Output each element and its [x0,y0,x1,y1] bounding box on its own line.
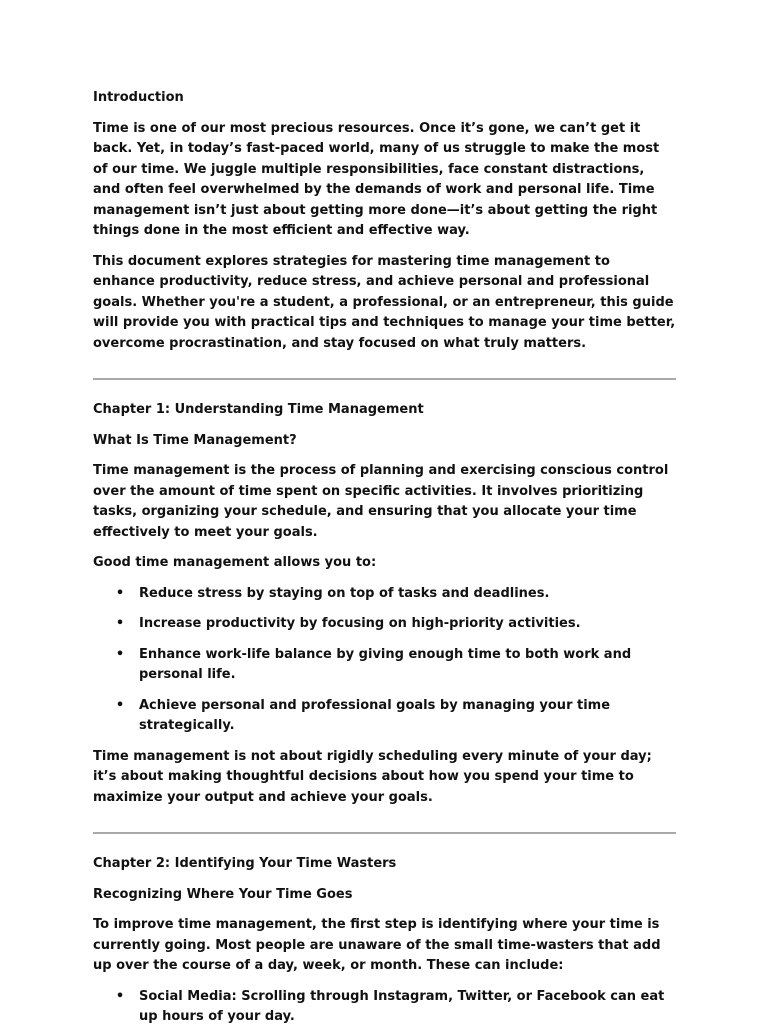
chapter2-bullet-list [93,987,676,1028]
section-divider [93,832,676,834]
chapter1-subtitle: What Is Time Management? [93,432,297,448]
list-item [93,614,676,635]
chapter1-paragraph-2: Time management is not about rigidly scheduling every minute of your day; it’s about making thoughtful decisions about how you spend your time to maximize your output and achieve your goals. [93,748,652,805]
intro-paragraph-1: Time is one of our most precious resources. Once it’s gone, we can’t get it back. Yet, in today’s fast-paced world, many of us struggle to make the most of our time. We juggle multiple responsibilities, face constant distractions, and often feel overwhelmed by the demands of work and personal life. Time management isn’t just about getting more done—it’s about getting the right things done in the most efficient and effective way. [93,120,660,238]
section-divider [93,378,676,380]
list-item [93,696,676,737]
bullet-icon: • [115,697,125,713]
chapter2-paragraph-1: To improve time management, the first step is identifying where your time is currently going. Most people are unaware of the small time-wasters that add up over the course of a day, week, or month. These can include: [93,917,661,973]
list-item-text: Enhance work-life balance by giving enough time to both work and personal life. [139,646,632,682]
list-item [93,584,676,605]
list-item [93,645,676,686]
list-item-text: Achieve personal and professional goals by managing your time strategically. [139,697,611,733]
bullet-icon: • [115,988,125,1004]
list-item-text: Increase productivity by focusing on high-priority activities. [139,616,581,631]
chapter1-paragraph-1: Time management is the process of planning and exercising conscious control over the amount of time spent on specific activities. It involves prioritizing tasks, organizing your schedule, and ensuring that you allocate your time effectively to meet your goals. [93,463,669,540]
list-item [93,987,676,1028]
bullet-icon: • [115,616,125,631]
chapter2-subtitle: Recognizing Where Your Time Goes [93,886,353,902]
intro-heading: Introduction [93,90,184,105]
intro-paragraph-2: This document explores strategies for mastering time management to enhance productivity, reduce stress, and achieve personal and professional goals. Whether you're a student, a professional, or an entrepreneur, this guide will provide you with practical tips and techniques to manage your time better, overcome procrastination, and stay focused on what truly matters. [93,253,676,351]
bullet-icon: • [115,646,125,662]
chapter1-title: Chapter 1: Understanding Time Management [93,402,424,417]
bullet-icon: • [115,585,125,601]
chapter2-title: Chapter 2: Identifying Your Time Wasters [93,856,397,871]
chapter1-bullet-list [93,584,676,737]
list-item-text: Reduce stress by staying on top of tasks and deadlines. [139,585,550,601]
chapter1-lead: Good time management allows you to: [93,555,377,570]
list-item-text: Social Media: Scrolling through Instagram, Twitter, or Facebook can eat up hours of your day. [139,988,665,1024]
